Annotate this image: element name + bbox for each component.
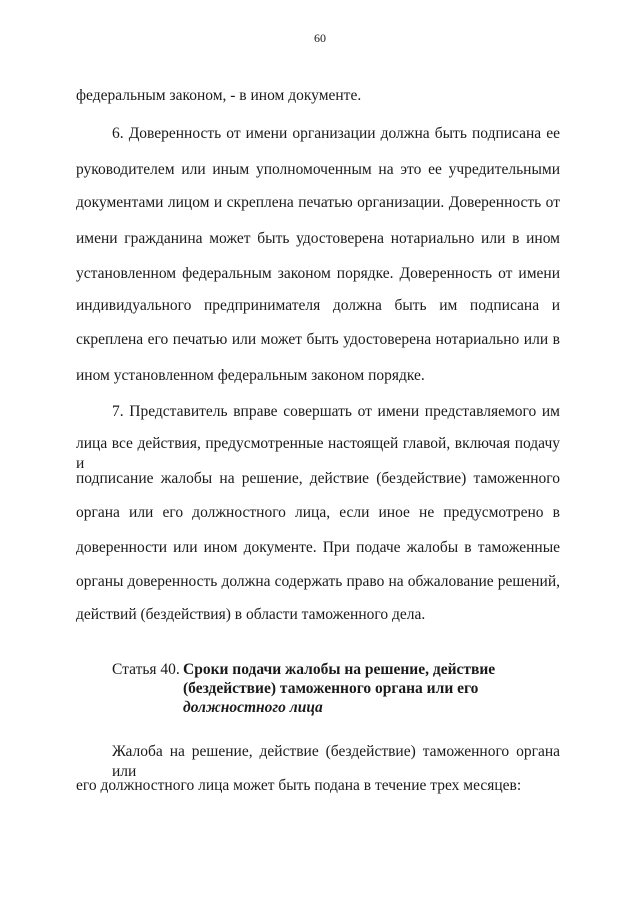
article-title-line: должностного лица xyxy=(183,699,323,716)
text-line: подписание жалобы на решение, действие (бездействие) таможенного xyxy=(76,470,560,487)
article-heading xyxy=(112,660,495,679)
article-title-line: (бездействие) таможенного органа или его xyxy=(183,680,479,697)
text-line: 6. Доверенность от имени организации должна быть подписана ее xyxy=(112,125,560,142)
text-line: Жалоба на решение, действие (бездействие) таможенного органа или xyxy=(112,743,560,780)
article-title-line: Сроки подачи жалобы на решение, действие xyxy=(183,661,496,678)
text-line: установленном федеральным законом порядке. Доверенность от имени xyxy=(76,265,560,282)
text-line: имени гражданина может быть удостоверена нотариально или в ином xyxy=(76,230,560,247)
text-line: документами лицом и скреплена печатью организации. Доверенность от xyxy=(76,194,560,211)
text-line: органы доверенность должна содержать право на обжалование решений, xyxy=(76,573,560,590)
text-line: руководителем или иным уполномоченным на это ее учредительными xyxy=(76,161,560,178)
text-line: его должностного лица может быть подана в течение трех месяцев: xyxy=(76,777,522,794)
page-number: 60 xyxy=(314,31,326,45)
text-line: органа или его должностного лица, если иное не предусмотрено в xyxy=(76,504,560,521)
text-line: федеральным законом, - в ином документе. xyxy=(76,87,362,104)
text-line: 7. Представитель вправе совершать от имени представляемого им xyxy=(112,403,560,420)
text-line: действий (бездействия) в области таможенного дела. xyxy=(76,606,426,623)
text-line: доверенности или ином документе. При подаче жалобы в таможенные xyxy=(76,539,560,556)
text-line: лица все действия, предусмотренные настоящей главой, включая подачу и xyxy=(76,435,560,472)
text-line: ином установленном федеральным законом порядке. xyxy=(76,367,425,384)
article-number: Статья 40. xyxy=(112,661,180,678)
text-line: скреплена его печатью или может быть удостоверена нотариально или в xyxy=(76,331,560,348)
text-line: индивидуального предпринимателя должна быть им подписана и xyxy=(76,297,560,314)
